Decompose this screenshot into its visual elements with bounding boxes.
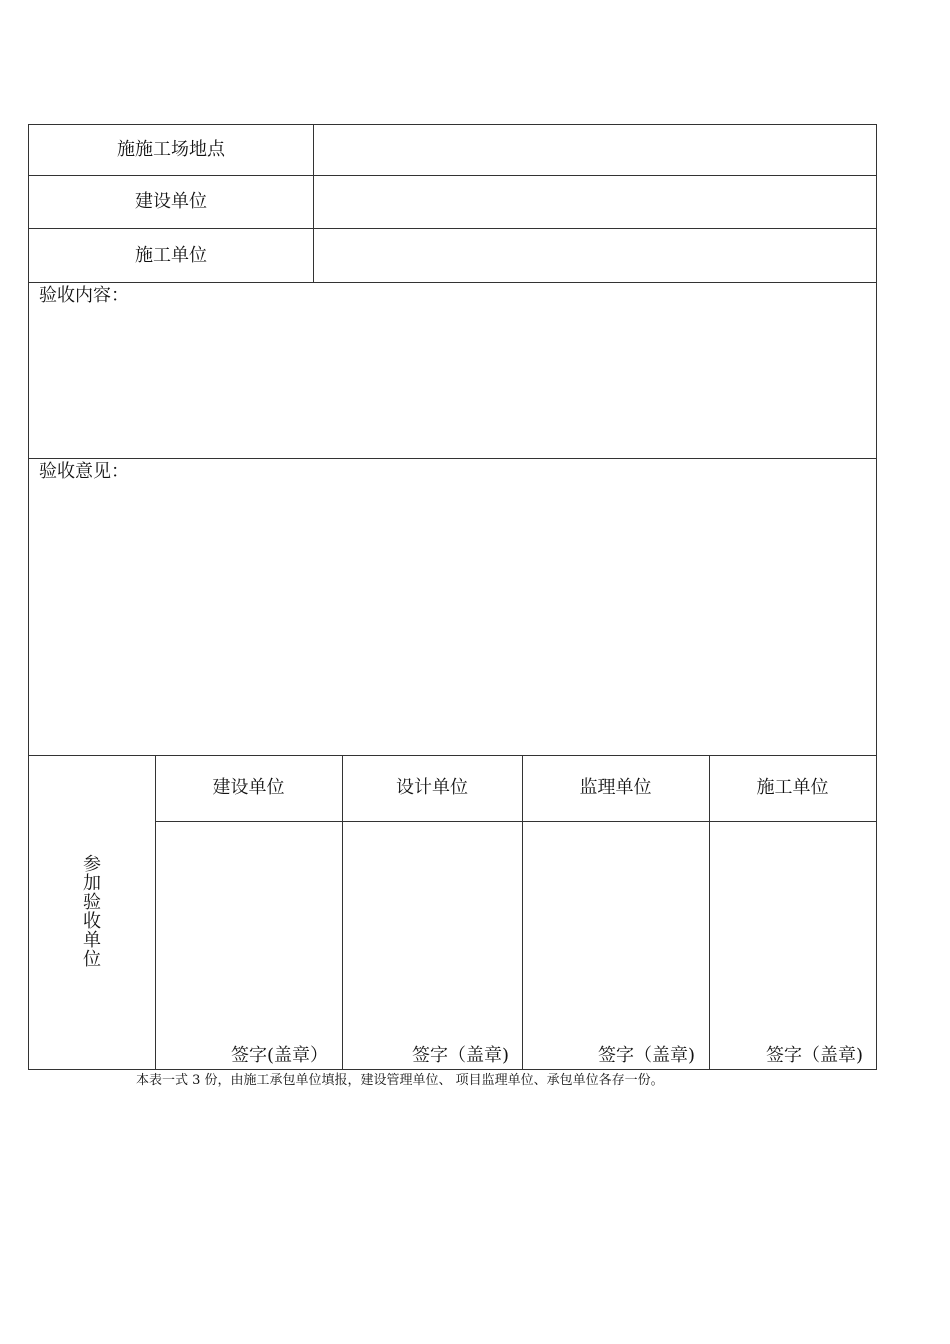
inspection-opinion-label: 验收意见： xyxy=(39,461,129,482)
inspection-content-label: 验收内容： xyxy=(39,285,129,306)
signature-area-supervision[interactable] xyxy=(523,822,709,1042)
signature-stamp-contractor: 签字（盖章) xyxy=(766,1045,864,1066)
owner-unit-label: 建设单位 xyxy=(135,191,207,212)
signature-area-contractor[interactable] xyxy=(710,822,876,1042)
unit-name-supervision: 监理单位 xyxy=(579,777,652,798)
construction-site-label: 施施工场地点 xyxy=(117,139,225,160)
row-divider xyxy=(29,282,876,283)
construction-site-value[interactable] xyxy=(314,125,876,175)
inspection-content-field[interactable] xyxy=(29,309,876,457)
acceptance-form xyxy=(28,124,877,1070)
contractor-unit-value[interactable] xyxy=(314,229,876,282)
owner-unit-value[interactable] xyxy=(314,176,876,228)
unit-name-owner: 建设单位 xyxy=(212,777,285,798)
signature-stamp-design: 签字（盖章) xyxy=(412,1045,510,1066)
row-divider xyxy=(29,458,876,459)
row-divider xyxy=(29,755,876,756)
signature-area-design[interactable] xyxy=(343,822,522,1042)
inspection-opinion-field[interactable] xyxy=(29,485,876,754)
unit-name-design: 设计单位 xyxy=(396,777,468,798)
unit-name-contractor: 施工单位 xyxy=(756,777,829,798)
form-footnote: 本表一式 3 份，由施工承包单位填报，建设管理单位、 项目监理单位、承包单位各存一份。 xyxy=(136,1073,664,1088)
contractor-unit-label: 施工单位 xyxy=(135,245,207,266)
signature-stamp-owner: 签字(盖章） xyxy=(231,1045,329,1066)
signature-stamp-supervision: 签字（盖章) xyxy=(598,1045,696,1066)
signature-area-owner[interactable] xyxy=(156,822,342,1042)
participants-label: 参加验收单位 xyxy=(83,854,101,970)
